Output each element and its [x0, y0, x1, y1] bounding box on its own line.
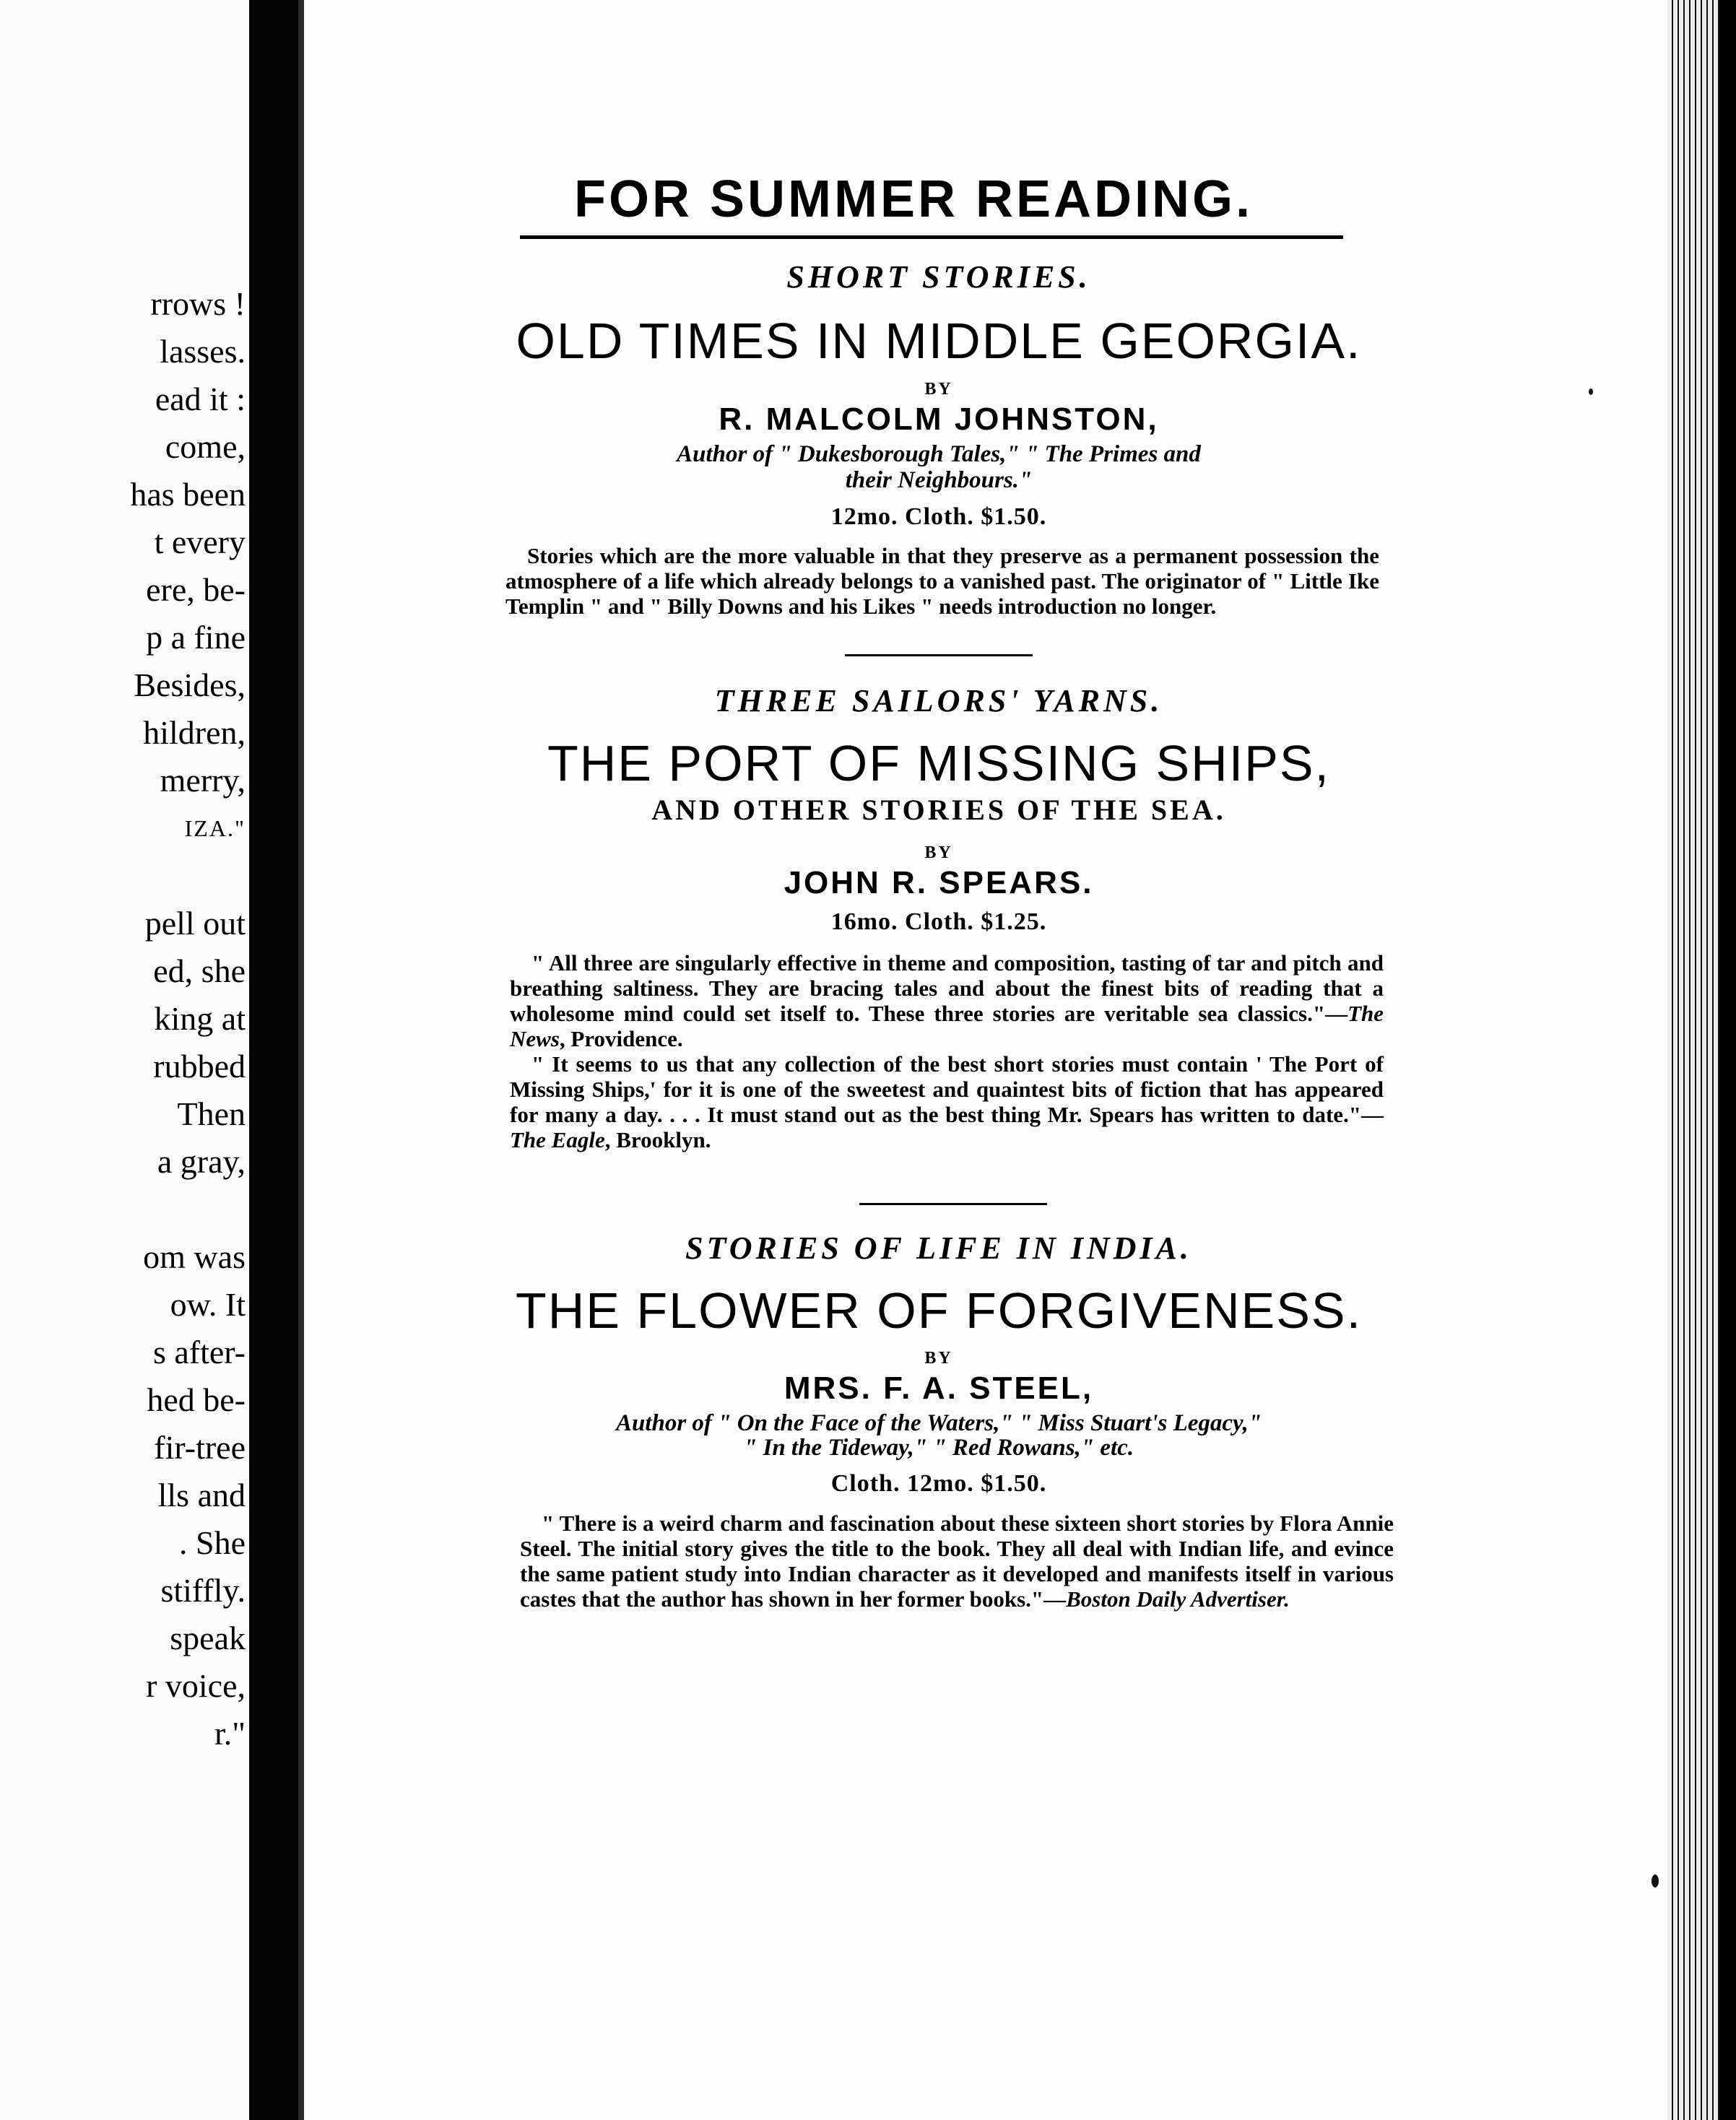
page-stack-edge [1667, 0, 1719, 2120]
description-paragraph: Stories which are the more valuable in that they preserve as a permanent possession the atmosphere of a life which already belongs to a vanished past. The originator of " Little Ike Templin " and " Billy Downs and his Likes " needs introduction no longer. [505, 543, 1379, 619]
left-page-line: pell out [144, 905, 246, 942]
price-line: 12mo. Cloth. $1.50. [830, 503, 1047, 530]
left-page-line: r voice, [146, 1667, 246, 1704]
left-page-line: lasses. [160, 333, 246, 370]
left-page-line: . She [179, 1524, 246, 1561]
left-page-line: king at [154, 1000, 246, 1037]
left-page-line: t every [154, 524, 246, 560]
author-name: MRS. F. A. STEEL, [784, 1370, 1094, 1406]
price-line: Cloth. 12mo. $1.50. [830, 1470, 1047, 1497]
left-page-line: r." [214, 1715, 246, 1752]
left-page-text [0, 280, 246, 1758]
left-page-line: speak [170, 1620, 246, 1656]
author-note: Author of " Dukesborough Tales," " The Primes and [677, 441, 1201, 467]
left-page-line: ow. It [170, 1286, 246, 1323]
section-heading: THREE SAILORS' YARNS. [714, 683, 1163, 718]
left-page-line: s after- [152, 1334, 246, 1370]
by-label: BY [924, 380, 953, 399]
left-page-line: stiffly. [160, 1572, 246, 1609]
section-divider [859, 1203, 1047, 1205]
review-quote: " It seems to us that any collection of the best short stories must contain ' The Port of Missing Ships,' for it is one of the sweetest and quaintest bits of fiction that has appeared for many a day. . . . It must stand out as the best thing Mr. Spears has written to date."—The Eagle, Brooklyn. [510, 1051, 1384, 1152]
left-page-line: rrows ! [150, 285, 246, 322]
left-page-line [0, 1186, 246, 1233]
section-heading: SHORT STORIES. [786, 259, 1091, 295]
book-title: THE PORT OF MISSING SHIPS, [547, 735, 1331, 791]
left-page-line: lls and [157, 1477, 246, 1513]
review-quote: " All three are singularly effective in theme and composition, tasting of tar and pitch and breathing saltiness. They are bracing tales and about the finest bits of reading that a wholesome mind could set itself to. These three stories are veritable sea classics."—The News, Providence. [510, 950, 1384, 1051]
book-title: THE FLOWER OF FORGIVENESS. [515, 1282, 1363, 1339]
left-page [0, 0, 249, 2120]
section-divider [845, 654, 1033, 656]
left-page-line: IZA." [184, 815, 246, 841]
speck-mark [1589, 388, 1593, 395]
left-page-line: ere, be- [146, 571, 246, 608]
left-page-line: p a fine [146, 619, 246, 656]
left-page-line: Then [177, 1095, 246, 1132]
binding-edge [298, 0, 304, 2120]
book-description [505, 543, 1379, 619]
left-page-line: hildren, [143, 714, 246, 751]
left-page-line: hed be- [147, 1381, 246, 1418]
book-title: OLD TIMES IN MIDDLE GEORGIA. [516, 313, 1362, 369]
section-heading: STORIES OF LIFE IN INDIA. [685, 1230, 1192, 1266]
speck-mark [1652, 1874, 1659, 1887]
left-page-line: a gray, [157, 1143, 246, 1180]
left-page-line [0, 852, 246, 900]
left-page-line: merry, [160, 762, 246, 799]
left-page-line: Besides, [134, 666, 246, 703]
left-page-line: ead it : [155, 381, 246, 417]
by-label: BY [924, 843, 953, 862]
author-note: Author of " On the Face of the Waters," " Miss Stuart's Legacy," [615, 1410, 1262, 1436]
book-review [520, 1511, 1394, 1612]
book-binding [249, 0, 298, 2120]
book-subtitle: AND OTHER STORIES OF THE SEA. [651, 794, 1226, 826]
left-page-line: om was [143, 1238, 246, 1275]
author-note: " In the Tideway," " Red Rowans," etc. [743, 1435, 1134, 1461]
page-heading: FOR SUMMER READING. [574, 170, 1253, 228]
author-note: their Neighbours." [845, 467, 1033, 493]
by-label: BY [924, 1349, 953, 1368]
left-page-line: ed, she [153, 952, 246, 989]
book-reviews [510, 950, 1384, 1152]
left-page-line: has been [130, 476, 246, 513]
left-page-line: rubbed [153, 1048, 246, 1085]
review-quote: " There is a weird charm and fascination about these sixteen short stories by Flora Annie Steel. The initial story gives the title to the book. They all deal with Indian life, and evince the same patient study into Indian character as it developed and manifests itself in various castes that the author has shown in her former books."—Boston Daily Advertiser. [520, 1511, 1394, 1612]
author-name: R. MALCOLM JOHNSTON, [719, 401, 1159, 437]
scan-border [1719, 0, 1736, 2120]
heading-underline [520, 235, 1343, 239]
left-page-line: fir-tree [154, 1429, 246, 1466]
price-line: 16mo. Cloth. $1.25. [830, 908, 1047, 935]
left-page-line: come, [165, 428, 246, 465]
author-name: JOHN R. SPEARS. [784, 865, 1094, 900]
